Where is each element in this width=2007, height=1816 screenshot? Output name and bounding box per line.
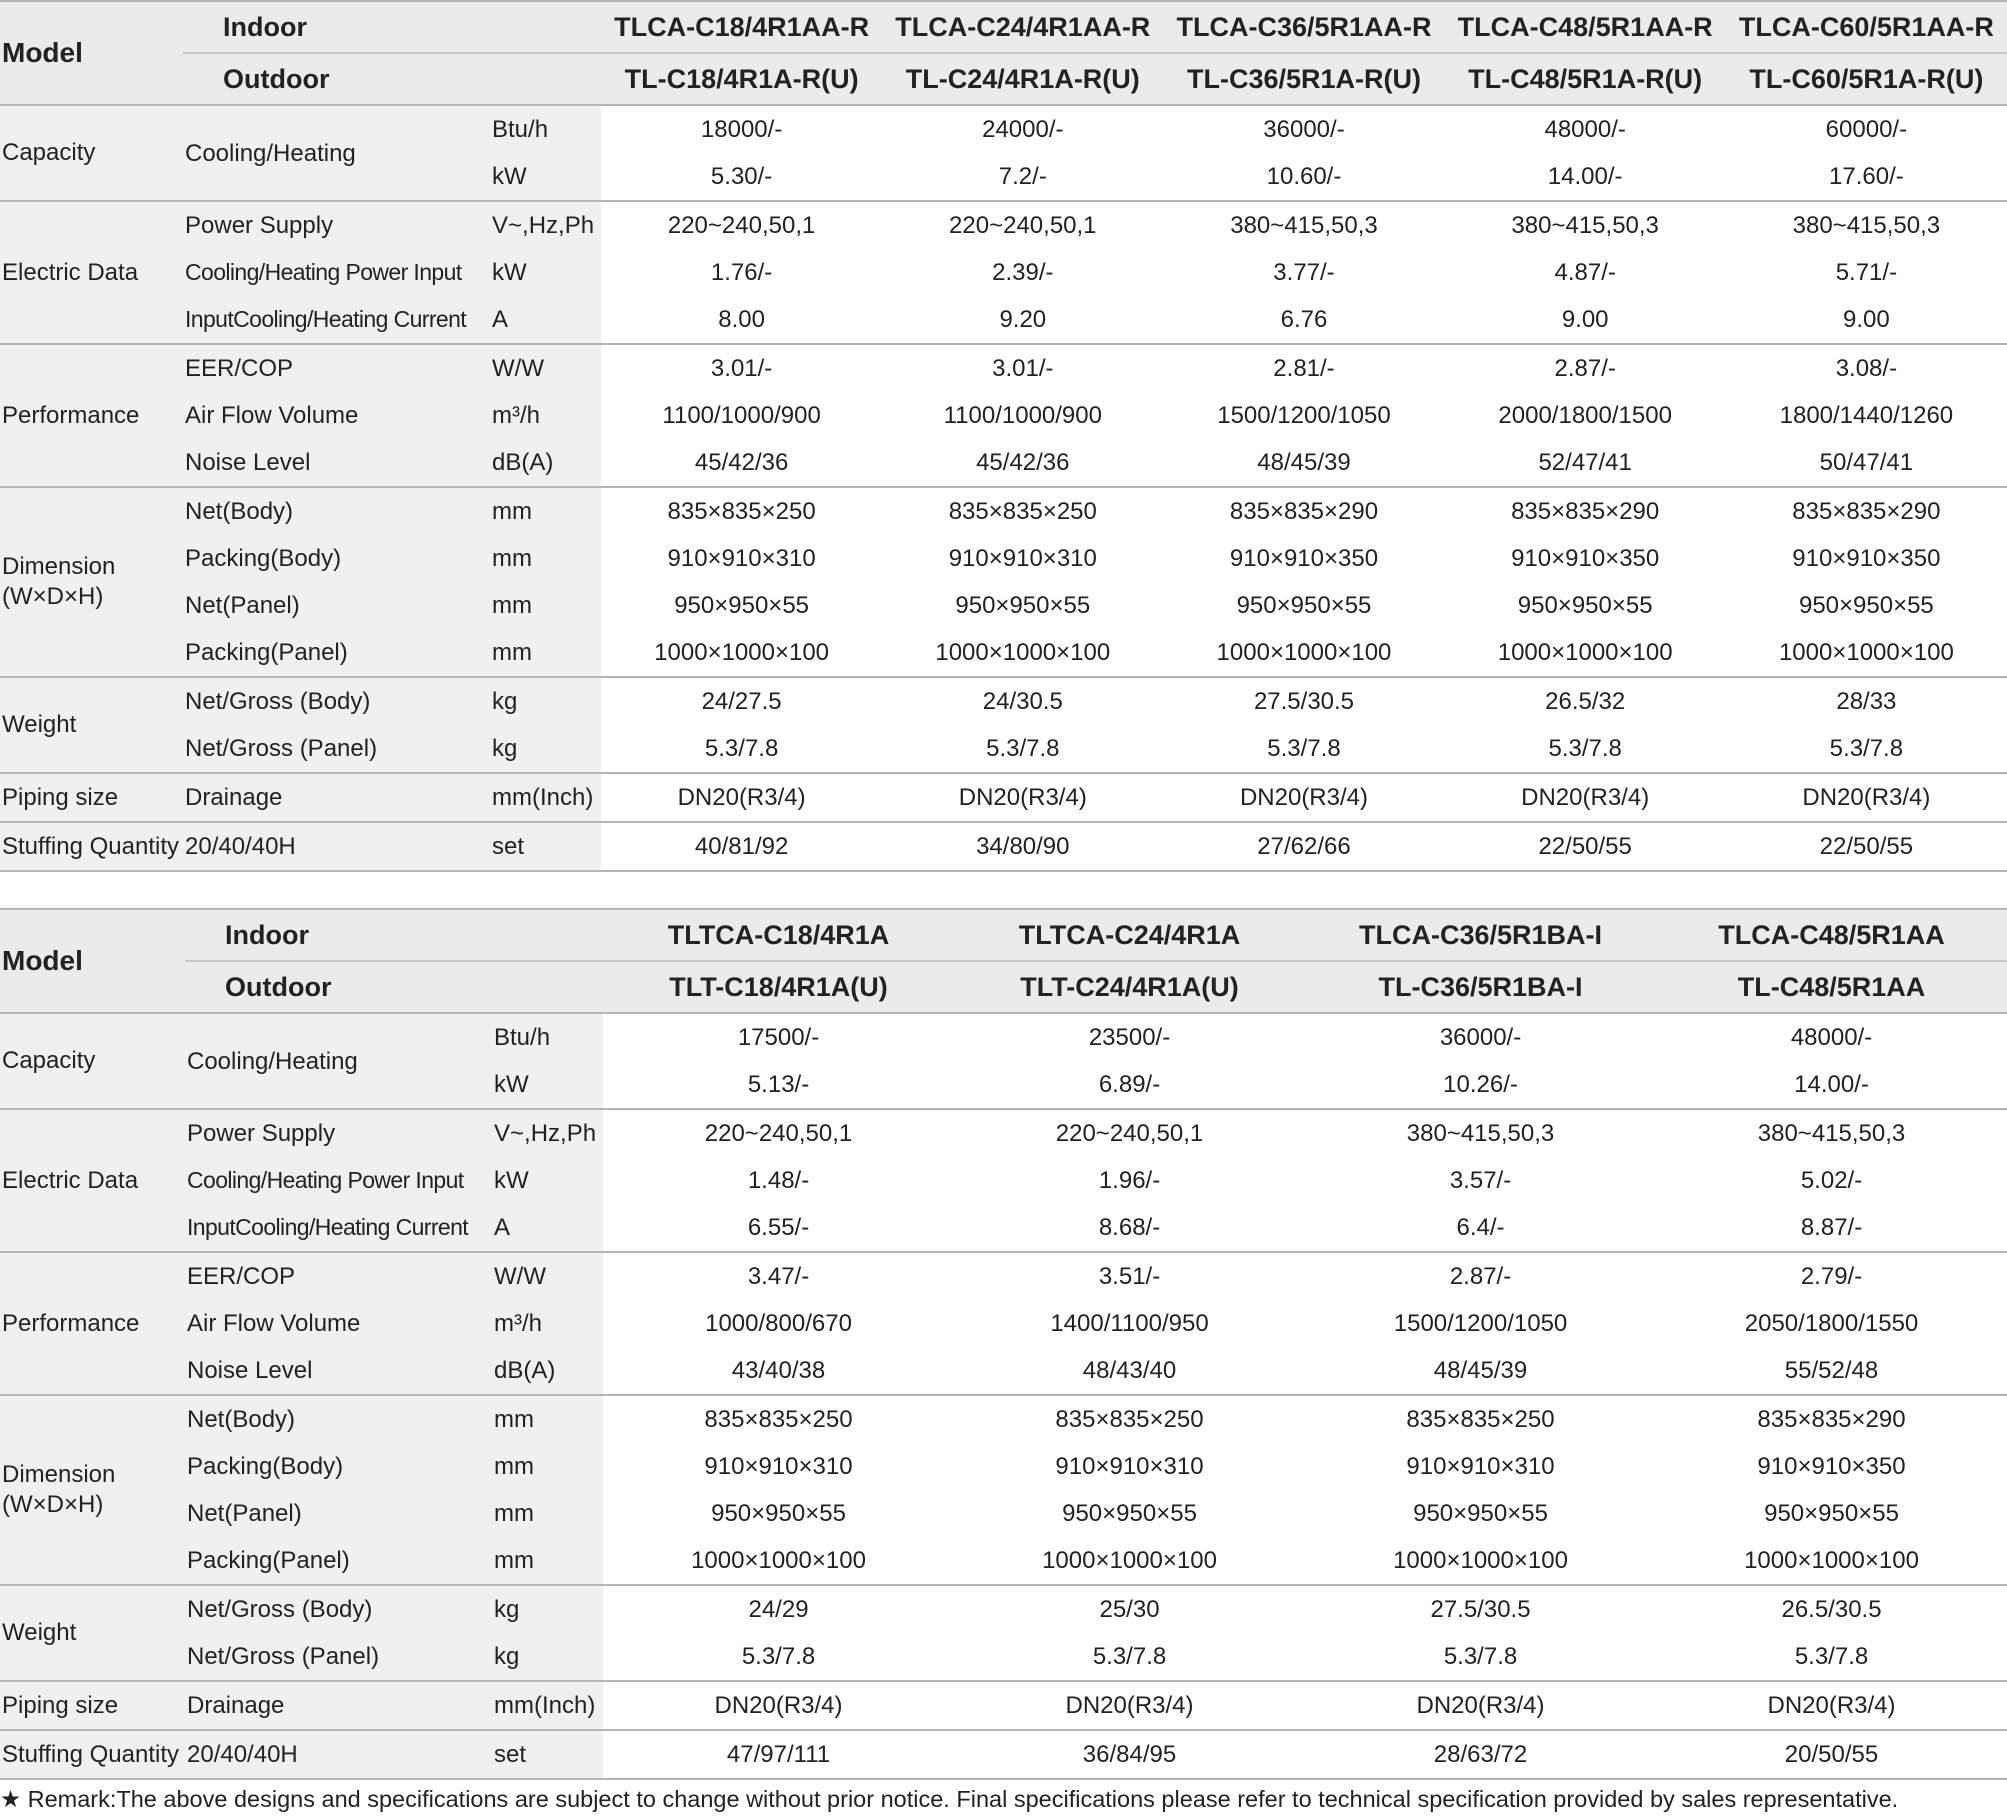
value-cell: 835×835×290: [1656, 1395, 2007, 1443]
value-cell: 835×835×250: [1305, 1395, 1656, 1443]
value-cell: 835×835×290: [1726, 487, 2007, 535]
outdoor-model-name: TL-C36/5R1BA-I: [1305, 961, 1656, 1013]
item-label: Net(Panel): [183, 582, 490, 629]
value-cell: 835×835×250: [601, 487, 882, 535]
value-cell: 1000×1000×100: [1305, 1537, 1656, 1585]
unit-label: kW: [492, 1061, 603, 1109]
value-cell: DN20(R3/4): [954, 1681, 1305, 1730]
value-cell: 48/45/39: [1163, 439, 1444, 487]
value-cell: 17.60/-: [1726, 153, 2007, 201]
value-cell: 3.01/-: [601, 344, 882, 392]
indoor-model-name: TLCA-C48/5R1AA: [1656, 909, 2007, 961]
value-cell: 380~415,50,3: [1445, 201, 1726, 249]
model-label: Model: [0, 1, 183, 105]
value-cell: 835×835×250: [954, 1395, 1305, 1443]
value-cell: DN20(R3/4): [603, 1681, 954, 1730]
item-label: Packing(Panel): [183, 629, 490, 677]
value-cell: 1000×1000×100: [603, 1537, 954, 1585]
value-cell: 14.00/-: [1445, 153, 1726, 201]
value-cell: 1500/1200/1050: [1305, 1300, 1656, 1347]
value-cell: DN20(R3/4): [882, 773, 1163, 822]
value-cell: 43/40/38: [603, 1347, 954, 1395]
table-row: [0, 677, 2007, 725]
value-cell: 910×910×350: [1656, 1443, 2007, 1490]
category-label: Weight: [0, 1585, 185, 1681]
item-label: Cooling/Heating: [185, 1013, 492, 1109]
value-cell: 28/33: [1726, 677, 2007, 725]
value-cell: 2.81/-: [1163, 344, 1444, 392]
outdoor-model-name: TLT-C24/4R1A(U): [954, 961, 1305, 1013]
table-row: [0, 1252, 2007, 1300]
table-row: [0, 725, 2007, 773]
value-cell: 950×950×55: [603, 1490, 954, 1537]
value-cell: DN20(R3/4): [1656, 1681, 2007, 1730]
header-row-outdoor: [0, 53, 2007, 105]
unit-label: dB(A): [490, 439, 601, 487]
value-cell: 27/62/66: [1163, 822, 1444, 871]
value-cell: 910×910×310: [601, 535, 882, 582]
item-label: Air Flow Volume: [183, 392, 490, 439]
unit-label: V~,Hz,Ph: [492, 1109, 603, 1157]
value-cell: 27.5/30.5: [1305, 1585, 1656, 1633]
table-row: [0, 296, 2007, 344]
value-cell: 950×950×55: [1445, 582, 1726, 629]
item-label: Power Supply: [185, 1109, 492, 1157]
indoor-model-name: TLCA-C36/5R1AA-R: [1163, 1, 1444, 53]
value-cell: 2.87/-: [1445, 344, 1726, 392]
value-cell: 23500/-: [954, 1013, 1305, 1061]
value-cell: 2.87/-: [1305, 1252, 1656, 1300]
value-cell: 45/42/36: [882, 439, 1163, 487]
unit-label: A: [490, 296, 601, 344]
unit-label: mm(Inch): [492, 1681, 603, 1730]
item-label: Noise Level: [185, 1347, 492, 1395]
category-label: Performance: [0, 1252, 185, 1395]
item-label: EER/COP: [183, 344, 490, 392]
category-label: Piping size: [0, 773, 183, 822]
outdoor-model-name: TL-C60/5R1A-R(U): [1726, 53, 2007, 105]
value-cell: 835×835×290: [1445, 487, 1726, 535]
value-cell: 7.2/-: [882, 153, 1163, 201]
value-cell: 1000×1000×100: [1445, 629, 1726, 677]
item-label: InputCooling/Heating Current: [185, 1204, 492, 1252]
outdoor-model-name: TL-C18/4R1A-R(U): [601, 53, 882, 105]
value-cell: 910×910×350: [1163, 535, 1444, 582]
table-row: [0, 822, 2007, 871]
spec-table-2: [0, 908, 2007, 1780]
unit-label: m³/h: [492, 1300, 603, 1347]
value-cell: 910×910×310: [603, 1443, 954, 1490]
value-cell: 10.26/-: [1305, 1061, 1656, 1109]
table-row: [0, 582, 2007, 629]
indoor-model-name: TLCA-C60/5R1AA-R: [1726, 1, 2007, 53]
unit-label: kW: [490, 249, 601, 296]
value-cell: 48/45/39: [1305, 1347, 1656, 1395]
value-cell: 3.77/-: [1163, 249, 1444, 296]
item-label: Packing(Panel): [185, 1537, 492, 1585]
table-row: [0, 439, 2007, 487]
category-label: Electric Data: [0, 1109, 185, 1252]
table-row: [0, 1537, 2007, 1585]
model-label: Model: [0, 909, 185, 1013]
value-cell: 5.3/7.8: [1726, 725, 2007, 773]
value-cell: 5.3/7.8: [1163, 725, 1444, 773]
unit-label: kg: [492, 1633, 603, 1681]
category-label: Weight: [0, 677, 183, 773]
header-row-indoor: [0, 909, 2007, 961]
unit-label: mm: [492, 1490, 603, 1537]
value-cell: 1.48/-: [603, 1157, 954, 1204]
unit-label: W/W: [492, 1252, 603, 1300]
item-label: EER/COP: [185, 1252, 492, 1300]
value-cell: 25/30: [954, 1585, 1305, 1633]
value-cell: 5.3/7.8: [603, 1633, 954, 1681]
value-cell: 6.89/-: [954, 1061, 1305, 1109]
value-cell: 17500/-: [603, 1013, 954, 1061]
unit-label: mm: [492, 1537, 603, 1585]
item-label: Drainage: [185, 1681, 492, 1730]
value-cell: 220~240,50,1: [601, 201, 882, 249]
item-label: Net/Gross (Body): [183, 677, 490, 725]
item-label: Net(Body): [185, 1395, 492, 1443]
indoor-model-name: TLCA-C48/5R1AA-R: [1445, 1, 1726, 53]
outdoor-model-name: TL-C24/4R1A-R(U): [882, 53, 1163, 105]
unit-label: W/W: [490, 344, 601, 392]
value-cell: 3.01/-: [882, 344, 1163, 392]
value-cell: 36/84/95: [954, 1730, 1305, 1779]
item-label: Packing(Body): [183, 535, 490, 582]
value-cell: 950×950×55: [882, 582, 1163, 629]
value-cell: 27.5/30.5: [1163, 677, 1444, 725]
unit-label: set: [490, 822, 601, 871]
value-cell: 1000×1000×100: [882, 629, 1163, 677]
value-cell: 835×835×250: [882, 487, 1163, 535]
unit-label: mm(Inch): [490, 773, 601, 822]
value-cell: 4.87/-: [1445, 249, 1726, 296]
value-cell: DN20(R3/4): [1445, 773, 1726, 822]
item-label: 20/40/40H: [183, 822, 490, 871]
table-row: [0, 1204, 2007, 1252]
unit-label: kW: [490, 153, 601, 201]
unit-label: Btu/h: [490, 105, 601, 153]
value-cell: 5.30/-: [601, 153, 882, 201]
value-cell: 5.3/7.8: [1445, 725, 1726, 773]
value-cell: 220~240,50,1: [954, 1109, 1305, 1157]
value-cell: 380~415,50,3: [1305, 1109, 1656, 1157]
table-row: [0, 1395, 2007, 1443]
value-cell: 47/97/111: [603, 1730, 954, 1779]
category-label: Dimension (W×D×H): [0, 1395, 185, 1585]
value-cell: 380~415,50,3: [1726, 201, 2007, 249]
value-cell: 1800/1440/1260: [1726, 392, 2007, 439]
unit-label: mm: [490, 629, 601, 677]
table-row: [0, 1681, 2007, 1730]
unit-label: mm: [492, 1395, 603, 1443]
table-row: [0, 344, 2007, 392]
value-cell: 5.3/7.8: [1305, 1633, 1656, 1681]
value-cell: 1000×1000×100: [1656, 1537, 2007, 1585]
unit-label: mm: [490, 535, 601, 582]
value-cell: 6.76: [1163, 296, 1444, 344]
outdoor-model-name: TL-C48/5R1AA: [1656, 961, 2007, 1013]
value-cell: 8.87/-: [1656, 1204, 2007, 1252]
table-row: [0, 1585, 2007, 1633]
unit-label: set: [492, 1730, 603, 1779]
category-label: Stuffing Quantity: [0, 1730, 185, 1779]
value-cell: 5.3/7.8: [1656, 1633, 2007, 1681]
value-cell: 5.3/7.8: [882, 725, 1163, 773]
table-row: [0, 1300, 2007, 1347]
value-cell: 950×950×55: [1163, 582, 1444, 629]
value-cell: 36000/-: [1163, 105, 1444, 153]
value-cell: 22/50/55: [1726, 822, 2007, 871]
value-cell: 950×950×55: [954, 1490, 1305, 1537]
category-label: Piping size: [0, 1681, 185, 1730]
value-cell: 34/80/90: [882, 822, 1163, 871]
value-cell: 910×910×350: [1726, 535, 2007, 582]
value-cell: 9.20: [882, 296, 1163, 344]
value-cell: 24/29: [603, 1585, 954, 1633]
indoor-model-name: TLTCA-C18/4R1A: [603, 909, 954, 961]
value-cell: 950×950×55: [1656, 1490, 2007, 1537]
value-cell: 1100/1000/900: [882, 392, 1163, 439]
category-label: Performance: [0, 344, 183, 487]
table-row: [0, 1490, 2007, 1537]
value-cell: DN20(R3/4): [1163, 773, 1444, 822]
value-cell: 950×950×55: [1726, 582, 2007, 629]
value-cell: 5.3/7.8: [954, 1633, 1305, 1681]
item-label: Net/Gross (Panel): [183, 725, 490, 773]
unit-label: kg: [490, 677, 601, 725]
indoor-model-name: TLCA-C18/4R1AA-R: [601, 1, 882, 53]
unit-label: mm: [490, 582, 601, 629]
value-cell: 3.51/-: [954, 1252, 1305, 1300]
table-row: [0, 1347, 2007, 1395]
table-row: [0, 249, 2007, 296]
table-row: [0, 1013, 2007, 1061]
unit-label: Btu/h: [492, 1013, 603, 1061]
value-cell: 220~240,50,1: [882, 201, 1163, 249]
value-cell: 950×950×55: [601, 582, 882, 629]
item-label: Air Flow Volume: [185, 1300, 492, 1347]
category-label: Capacity: [0, 105, 183, 201]
value-cell: 835×835×250: [603, 1395, 954, 1443]
value-cell: 6.4/-: [1305, 1204, 1656, 1252]
value-cell: 24/27.5: [601, 677, 882, 725]
item-label: Drainage: [183, 773, 490, 822]
value-cell: 45/42/36: [601, 439, 882, 487]
item-label: Cooling/Heating: [183, 105, 490, 201]
unit-label: mm: [490, 487, 601, 535]
unit-label: kW: [492, 1157, 603, 1204]
value-cell: 10.60/-: [1163, 153, 1444, 201]
value-cell: 18000/-: [601, 105, 882, 153]
value-cell: 3.57/-: [1305, 1157, 1656, 1204]
category-label: Electric Data: [0, 201, 183, 344]
value-cell: 60000/-: [1726, 105, 2007, 153]
value-cell: 910×910×310: [1305, 1443, 1656, 1490]
unit-label: m³/h: [490, 392, 601, 439]
value-cell: 220~240,50,1: [603, 1109, 954, 1157]
value-cell: 950×950×55: [1305, 1490, 1656, 1537]
value-cell: DN20(R3/4): [1726, 773, 2007, 822]
table-row: [0, 1109, 2007, 1157]
category-label: Stuffing Quantity: [0, 822, 183, 871]
table-row: [0, 1443, 2007, 1490]
table-row: [0, 1157, 2007, 1204]
item-label: Power Supply: [183, 201, 490, 249]
item-label: Cooling/Heating Power Input: [185, 1157, 492, 1204]
value-cell: 22/50/55: [1445, 822, 1726, 871]
value-cell: 1000×1000×100: [1163, 629, 1444, 677]
header-row-outdoor: [0, 961, 2007, 1013]
indoor-label: Indoor: [183, 1, 601, 53]
table-row: [0, 629, 2007, 677]
value-cell: 2050/1800/1550: [1656, 1300, 2007, 1347]
outdoor-model-name: TL-C36/5R1A-R(U): [1163, 53, 1444, 105]
unit-label: kg: [490, 725, 601, 773]
outdoor-model-name: TLT-C18/4R1A(U): [603, 961, 954, 1013]
value-cell: 8.00: [601, 296, 882, 344]
table-row: [0, 201, 2007, 249]
spec-table-1: [0, 0, 2007, 872]
value-cell: 835×835×290: [1163, 487, 1444, 535]
table-row: [0, 773, 2007, 822]
unit-label: A: [492, 1204, 603, 1252]
value-cell: 5.3/7.8: [601, 725, 882, 773]
item-label: Packing(Body): [185, 1443, 492, 1490]
value-cell: 1400/1100/950: [954, 1300, 1305, 1347]
value-cell: 1.96/-: [954, 1157, 1305, 1204]
header-row-indoor: [0, 1, 2007, 53]
value-cell: 26.5/32: [1445, 677, 1726, 725]
indoor-model-name: TLTCA-C24/4R1A: [954, 909, 1305, 961]
item-label: Net(Panel): [185, 1490, 492, 1537]
item-label: Net/Gross (Body): [185, 1585, 492, 1633]
value-cell: 9.00: [1445, 296, 1726, 344]
value-cell: 2.39/-: [882, 249, 1163, 296]
value-cell: 1.76/-: [601, 249, 882, 296]
table-row: [0, 487, 2007, 535]
value-cell: 24000/-: [882, 105, 1163, 153]
value-cell: 1100/1000/900: [601, 392, 882, 439]
value-cell: 48000/-: [1445, 105, 1726, 153]
indoor-label: Indoor: [185, 909, 603, 961]
value-cell: 20/50/55: [1656, 1730, 2007, 1779]
table-row: [0, 535, 2007, 582]
item-label: Net(Body): [183, 487, 490, 535]
value-cell: 2000/1800/1500: [1445, 392, 1726, 439]
value-cell: 48000/-: [1656, 1013, 2007, 1061]
value-cell: 3.08/-: [1726, 344, 2007, 392]
value-cell: 1500/1200/1050: [1163, 392, 1444, 439]
item-label: InputCooling/Heating Current: [183, 296, 490, 344]
item-label: Net/Gross (Panel): [185, 1633, 492, 1681]
category-label: Dimension (W×D×H): [0, 487, 183, 677]
value-cell: 1000×1000×100: [601, 629, 882, 677]
value-cell: 50/47/41: [1726, 439, 2007, 487]
value-cell: 24/30.5: [882, 677, 1163, 725]
value-cell: DN20(R3/4): [1305, 1681, 1656, 1730]
remark-note: ★ Remark:The above designs and specifications are subject to change without prior notice. Final specifications please refer to technical specification provided by sales representative.: [0, 1786, 1899, 1812]
value-cell: 2.79/-: [1656, 1252, 2007, 1300]
value-cell: 9.00: [1726, 296, 2007, 344]
value-cell: 5.71/-: [1726, 249, 2007, 296]
table-row: [0, 392, 2007, 439]
value-cell: 380~415,50,3: [1656, 1109, 2007, 1157]
table-row: [0, 105, 2007, 153]
category-label: Capacity: [0, 1013, 185, 1109]
table-row: [0, 1730, 2007, 1779]
outdoor-model-name: TL-C48/5R1A-R(U): [1445, 53, 1726, 105]
item-label: Cooling/Heating Power Input: [183, 249, 490, 296]
unit-label: dB(A): [492, 1347, 603, 1395]
value-cell: 5.13/-: [603, 1061, 954, 1109]
table-row: [0, 1633, 2007, 1681]
value-cell: 48/43/40: [954, 1347, 1305, 1395]
value-cell: 6.55/-: [603, 1204, 954, 1252]
item-label: 20/40/40H: [185, 1730, 492, 1779]
value-cell: 910×910×310: [954, 1443, 1305, 1490]
value-cell: 36000/-: [1305, 1013, 1656, 1061]
value-cell: 40/81/92: [601, 822, 882, 871]
value-cell: 910×910×350: [1445, 535, 1726, 582]
value-cell: 1000×1000×100: [1726, 629, 2007, 677]
outdoor-label: Outdoor: [183, 53, 601, 105]
item-label: Noise Level: [183, 439, 490, 487]
value-cell: 26.5/30.5: [1656, 1585, 2007, 1633]
value-cell: 55/52/48: [1656, 1347, 2007, 1395]
value-cell: 28/63/72: [1305, 1730, 1656, 1779]
outdoor-label: Outdoor: [185, 961, 603, 1013]
value-cell: 52/47/41: [1445, 439, 1726, 487]
indoor-model-name: TLCA-C24/4R1AA-R: [882, 1, 1163, 53]
value-cell: 380~415,50,3: [1163, 201, 1444, 249]
value-cell: 910×910×310: [882, 535, 1163, 582]
value-cell: 3.47/-: [603, 1252, 954, 1300]
value-cell: 14.00/-: [1656, 1061, 2007, 1109]
value-cell: 1000/800/670: [603, 1300, 954, 1347]
value-cell: 1000×1000×100: [954, 1537, 1305, 1585]
value-cell: 5.02/-: [1656, 1157, 2007, 1204]
value-cell: DN20(R3/4): [601, 773, 882, 822]
unit-label: kg: [492, 1585, 603, 1633]
value-cell: 8.68/-: [954, 1204, 1305, 1252]
unit-label: V~,Hz,Ph: [490, 201, 601, 249]
unit-label: mm: [492, 1443, 603, 1490]
indoor-model-name: TLCA-C36/5R1BA-I: [1305, 909, 1656, 961]
